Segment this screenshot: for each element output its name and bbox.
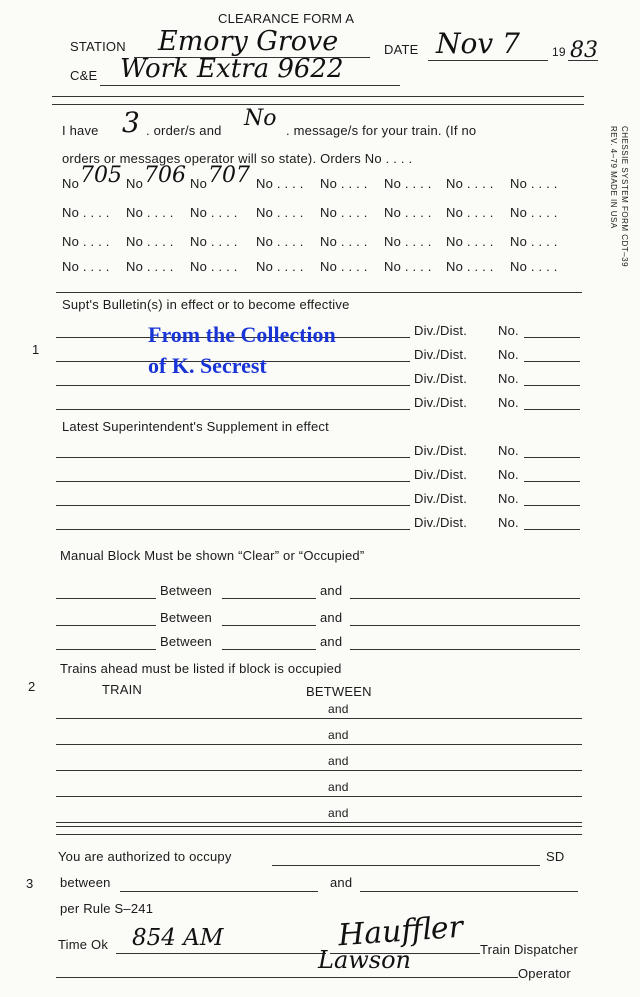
order-no-slot: No . . . . <box>446 234 494 249</box>
trains-heading: Trains ahead must be listed if block is occupied <box>60 661 342 676</box>
ce-value[interactable]: Work Extra 9622 <box>120 54 344 84</box>
between-label: Between <box>160 610 212 625</box>
station-value[interactable]: Emory Grove <box>158 26 339 57</box>
bulletins-heading: Supt's Bulletin(s) in effect or to become effective <box>62 297 350 312</box>
section-marker-3: 3 <box>26 876 34 891</box>
order-no-slot: No . . . . <box>446 205 494 220</box>
between-label: between <box>60 875 111 890</box>
block-field-line <box>56 625 156 626</box>
col-between: BETWEEN <box>306 684 372 699</box>
order-no-slot: No . . . . <box>126 205 174 220</box>
train-field-line <box>56 718 582 719</box>
train-field-line <box>56 744 582 745</box>
train-and-label: and <box>328 702 349 716</box>
time-ok-label: Time Ok <box>58 937 109 952</box>
div-dist-label: Div./Dist. <box>414 491 468 506</box>
div-dist-label: Div./Dist. <box>414 323 468 338</box>
col-train: TRAIN <box>102 682 142 697</box>
div-dist-label: Div./Dist. <box>414 515 468 530</box>
date-label: DATE <box>384 42 419 57</box>
block-field-line <box>56 598 156 599</box>
no-field-line <box>524 337 580 338</box>
dispatcher-label: Train Dispatcher <box>480 942 579 957</box>
train-and-label: and <box>328 806 349 820</box>
ce-field-line <box>100 85 400 86</box>
time-value[interactable]: 854 AM <box>132 925 224 951</box>
order-no-slot: No . . . . <box>384 176 432 191</box>
block-field-line <box>222 625 316 626</box>
bulletin-field-line <box>56 481 410 482</box>
bulletin-field-line <box>56 385 410 386</box>
no-field-line <box>524 361 580 362</box>
order-no-slot: No . . . . <box>320 176 368 191</box>
date-value[interactable]: Nov 7 <box>436 27 520 60</box>
order-no-slot: No . . . . <box>320 234 368 249</box>
order-no-slot: No . . . . <box>510 259 558 274</box>
occupy-field-line <box>272 865 540 866</box>
between-field-line <box>120 891 318 892</box>
ce-label: C&E <box>70 68 98 83</box>
bulletin-field-line <box>56 529 410 530</box>
no-field-line <box>524 481 580 482</box>
div-dist-label: Div./Dist. <box>414 371 468 386</box>
no-label: No. <box>498 491 519 506</box>
order-no-slot: No . . . . <box>62 259 110 274</box>
block-field-line <box>222 598 316 599</box>
train-and-label: and <box>328 728 349 742</box>
rule-line <box>56 826 582 827</box>
no-field-line <box>524 385 580 386</box>
order-no-slot: No . . . . <box>384 259 432 274</box>
bulletin-field-line <box>56 505 410 506</box>
date-field-line <box>428 60 548 61</box>
section-marker-1: 1 <box>32 342 40 357</box>
year-value[interactable]: 83 <box>570 38 598 63</box>
order-no-slot: No . . . . <box>510 234 558 249</box>
train-field-line <box>56 796 582 797</box>
rule-line <box>52 96 584 97</box>
order-no-slot: No . . . . <box>256 259 304 274</box>
messages-label: . message/s for your train. (If no <box>286 123 477 138</box>
no-label: No. <box>498 371 519 386</box>
block-field-line <box>350 598 580 599</box>
train-and-label: and <box>328 780 349 794</box>
message-count[interactable]: No <box>244 106 277 131</box>
operator-signature[interactable]: Lawson <box>318 946 412 974</box>
form-number-note <box>594 126 630 426</box>
order-number[interactable]: 706 <box>144 163 186 188</box>
order-no-slot: No . . . . <box>320 259 368 274</box>
sd-label: SD <box>546 849 565 864</box>
order-no-slot: No . . . . <box>126 259 174 274</box>
order-no-slot: No . . . . <box>384 205 432 220</box>
no-label: No. <box>498 395 519 410</box>
train-field-line <box>56 770 582 771</box>
no-label: No. <box>498 443 519 458</box>
order-number[interactable]: 705 <box>80 163 122 188</box>
no-field-line <box>524 505 580 506</box>
order-no-slot: No . . . . <box>126 234 174 249</box>
order-no-slot: No . . . . <box>510 176 558 191</box>
authorized-label: You are authorized to occupy <box>58 849 232 864</box>
order-no-slot: No . . . . <box>510 205 558 220</box>
collection-stamp-line1: From the Collection <box>148 322 336 347</box>
div-dist-label: Div./Dist. <box>414 347 468 362</box>
order-count[interactable]: 3 <box>122 106 140 139</box>
no-field-line <box>524 457 580 458</box>
order-no-label: No <box>126 176 144 191</box>
and-label: and <box>320 634 343 649</box>
block-field-line <box>350 625 580 626</box>
order-no-slot: No . . . . <box>190 205 238 220</box>
no-label: No. <box>498 323 519 338</box>
form-title: CLEARANCE FORM A <box>218 11 355 26</box>
order-no-slot: No . . . . <box>190 234 238 249</box>
section-marker-2: 2 <box>28 679 36 694</box>
order-no-slot: No . . . . <box>446 176 494 191</box>
operator-label: Operator <box>518 966 571 981</box>
block-field-line <box>222 649 316 650</box>
order-no-slot: No . . . . <box>320 205 368 220</box>
order-no-slot: No . . . . <box>256 176 304 191</box>
dispatcher-signature[interactable]: Hauffler <box>336 909 465 954</box>
year-prefix: 19 <box>552 45 566 59</box>
train-and-label: and <box>328 754 349 768</box>
block-field-line <box>56 649 156 650</box>
no-label: No. <box>498 347 519 362</box>
section-divider <box>56 292 582 293</box>
no-label: No. <box>498 467 519 482</box>
no-field-line <box>524 529 580 530</box>
order-no-label: No <box>62 176 80 191</box>
order-no-slot: No . . . . <box>384 234 432 249</box>
orders-line2: orders or messages operator will so state). Orders No . . . . <box>62 151 413 166</box>
order-no-slot: No . . . . <box>190 259 238 274</box>
block-field-line <box>350 649 580 650</box>
and-field-line <box>360 891 578 892</box>
and-label: and <box>320 610 343 625</box>
time-field-line <box>116 953 326 954</box>
train-field-line <box>56 822 582 823</box>
i-have-label: I have <box>62 123 99 138</box>
operator-field-line <box>56 977 518 978</box>
order-no-label: No <box>190 176 208 191</box>
div-dist-label: Div./Dist. <box>414 443 468 458</box>
order-no-slot: No . . . . <box>446 259 494 274</box>
rule-label: per Rule S–241 <box>60 901 154 916</box>
order-no-slot: No . . . . <box>62 205 110 220</box>
between-label: Between <box>160 583 212 598</box>
manual-block-heading: Manual Block Must be shown “Clear” or “Occupied” <box>60 548 365 563</box>
order-no-slot: No . . . . <box>62 234 110 249</box>
rule-line <box>56 834 582 835</box>
order-number[interactable]: 707 <box>208 163 250 188</box>
and-label: and <box>330 875 353 890</box>
between-label: Between <box>160 634 212 649</box>
rule-line <box>52 104 584 105</box>
form-number: CHESSIE SYSTEM FORM CDT–39 <box>620 126 629 268</box>
div-dist-label: Div./Dist. <box>414 467 468 482</box>
station-label: STATION <box>70 39 126 54</box>
and-label: and <box>320 583 343 598</box>
collection-stamp-line2: of K. Secrest <box>148 353 267 378</box>
year-field-line <box>568 60 598 61</box>
supplement-heading: Latest Superintendent's Supplement in effect <box>62 419 329 434</box>
div-dist-label: Div./Dist. <box>414 395 468 410</box>
no-label: No. <box>498 515 519 530</box>
bulletin-field-line <box>56 409 410 410</box>
revision-note: REV. 4–79 MADE IN USA <box>609 126 618 229</box>
bulletin-field-line <box>56 457 410 458</box>
order-no-slot: No . . . . <box>256 234 304 249</box>
order-no-slot: No . . . . <box>256 205 304 220</box>
orders-and-label: . order/s and <box>146 123 222 138</box>
no-field-line <box>524 409 580 410</box>
